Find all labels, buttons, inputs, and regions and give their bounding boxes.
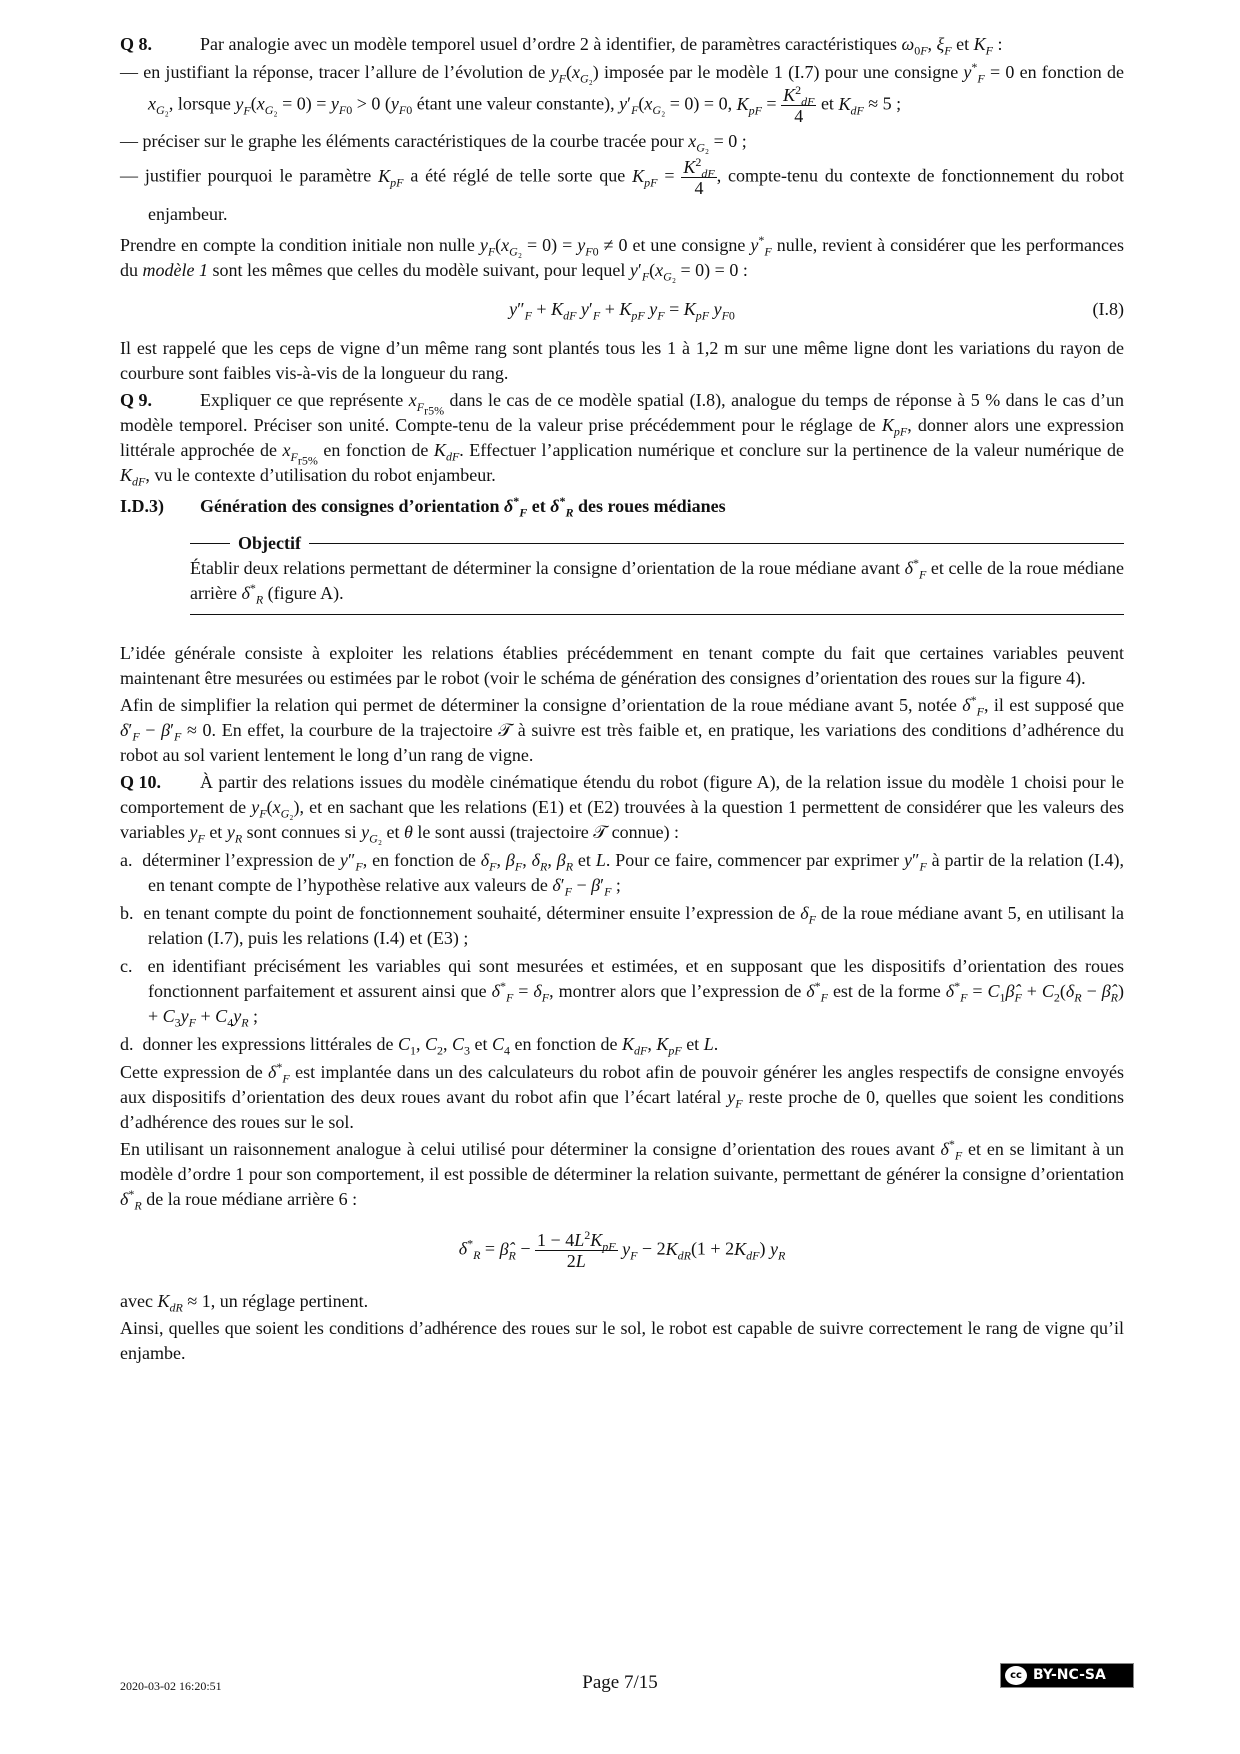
page-number: Page 7/15: [582, 1672, 658, 1693]
paragraph: Il est rappelé que les ceps de vigne d’un même rang sont plantés tous les 1 à 1,2 m sur une même ligne dont les variations du rayon de courbure sont faibles vis-à-vis de la longueur du rang.: [120, 338, 1124, 383]
list-item: b. en tenant compte du point de fonctionnement souhaité, déterminer ensuite l’expression de $\delta_F$ de la roue médiane avant 5, en utilisant la relation (I.7), puis les relations (I.4) et (E3) ;: [120, 903, 1124, 948]
list-item: d. donner les expressions littérales de $C_1$, $C_2$, $C_3$ et $C_4$ en fonction de $K_{dF}$, $K_{pF}$ et L.: [120, 1034, 719, 1058]
question-10: [120, 770, 1124, 845]
question-label: Q 9.: [120, 390, 153, 410]
divider: [309, 543, 1124, 544]
objective-box: [190, 531, 1124, 615]
cc-license-badge: [1000, 1663, 1134, 1688]
question-9: [120, 388, 1124, 488]
paragraph: Prendre en compte la condition initiale non nulle $y_F(x_{G_2} = 0) = y_{F0} \ne 0$ et une consigne $y^*_F$ nulle, revient à considérer que les performances du modèle 1 sont les mêmes que celles du modèle suivant, pour lequel $y'_F(x_{G_2} = 0) = 0$ :: [120, 233, 1124, 284]
paragraph: Cette expression de $\delta^*_F$ est implantée dans un des calculateurs du robot afin de pouvoir générer les angles respectifs de consigne envoyés aux dispositifs d’orientation des deux roues avant du robot afin que l’écart latéral $y_F$ reste proche de 0, quelles que soient les conditions d’adhérence des roues sur le sol.: [120, 1060, 1124, 1132]
section-number: I.D.3): [120, 496, 164, 516]
list-item: c. en identifiant précisément les variables qui sont mesurées et estimées, et en supposant que les dispositifs d’orientation des roues fonctionnent parfaitement et assurent ainsi que $\delta^*_F = \delta_F$, montrer alors que l’expression de $\delta^*_F$ est de la forme $\delta^*_F$ = $C_1\betâ_F + C_2(\delta_R$ − $\betâ_R) + C_3y_F + C_4y_R$ ;: [120, 956, 1124, 1030]
divider: [190, 614, 1124, 615]
question-text: Par analogie avec un modèle temporel usuel d’ordre 2 à identifier, de paramètres caractéristiques $\omega_{0F}$, $\xi_F$ et $K_F$ :: [200, 34, 1003, 58]
list-item: a. déterminer l’expression de $y''_F$, en fonction de $\delta_F$, $\beta_F$, $\delta_R$, $\beta_R$ et L. Pour ce faire, commencer par exprimer $y''_F$ à partir de la relation (I.4), en tenant compte de l’hypothèse relative aux valeurs de $\delta'_F - \beta'_F$ ;: [120, 850, 1125, 899]
section-title: Génération des consignes d’orientation $\delta^*_F$ et $\delta^*_R$ des roues médianes: [200, 494, 726, 520]
bullet-item: — préciser sur le graphe les éléments caractéristiques de la courbe tracée pour $x_{G_2} = 0$ ;: [120, 131, 747, 155]
question-label: Q 8.: [120, 34, 153, 54]
equation-number: (I.8): [1092, 299, 1124, 319]
bullet-item: — justifier pourquoi le paramètre $K_{pF}$ a été réglé de telle sorte que $K_{pF}$ = $\frac{K^2_{dF}}{4}$ , compte-tenu du contexte de fonctionnement du robot enjambeur.: [120, 155, 1124, 224]
cc-icon: cc: [1005, 1666, 1027, 1685]
equation-delta-r: $\delta^*_R$ = $\betâ_R$ − $\frac{1 - 4L^2K_{pF}}{2L}$ $y_F - 2K_{dR}(1 + 2K_{dF})$ $y_R$: [458, 1228, 786, 1271]
page-content: [120, 32, 1124, 1368]
question-label: Q 10.: [120, 772, 162, 792]
bullet-item: — en justifiant la réponse, tracer l’allure de l’évolution de $y_F(x_{G_2})$ imposée par le modèle 1 (I.7) pour une consigne $y^*_F = 0$ en fonction de $x_{G_2}$, lorsque $y_F(x_{G_2} = 0) = y_{F0} > 0$ ($y_{F0}$ étant une valeur constante), $y'_F(x_{G_2} = 0) = 0$, $K_{pF}$ = $\frac{K^2_{dF}}{4}$ et $K_{dF} \approx 5$ ;: [120, 60, 1124, 126]
objective-text: Établir deux relations permettant de déterminer la consigne d’orientation de la roue médiane avant $\delta^*_F$ et celle de la roue médiane arrière $\delta^*_R$ (figure A).: [190, 556, 1124, 607]
objective-label: Objectif: [238, 533, 301, 553]
question-text: Expliquer ce que représente $x_{F_{r5\%}}$ dans le cas de ce modèle spatial (I.8), analogue du temps de réponse à 5 % dans le cas d’un modèle temporel. Préciser son unité. Compte-tenu de la valeur prise précédemment pour le réglage de $K_{pF}$, donner alors une expression littérale approchée de $x_{F_{r5\%}}$ en fonction de $K_{dF}$. Effectuer l’application numérique et conclure sur la pertinence de la valeur numérique de $K_{dF}$, vu le contexte d’utilisation du robot enjambeur.: [120, 390, 1125, 489]
paragraph: Afin de simplifier la relation qui permet de déterminer la consigne d’orientation de la roue médiane avant 5, notée $\delta^*_F$, il est supposé que $\delta'_F - \beta'_F \approx 0$. En effet, la courbure de la trajectoire 𝒯 à suivre est très faible et, en pratique, les variations des conditions d’adhérence du robot au sol varient lentement le long d’un rang de vigne.: [120, 693, 1125, 765]
divider: [190, 543, 230, 544]
question-8: [120, 32, 1124, 57]
section-heading: [120, 494, 1124, 519]
equation-i8: [120, 297, 1124, 322]
paragraph: En utilisant un raisonnement analogue à celui utilisé pour déterminer la consigne d’orientation des roues avant $\delta^*_F$ et en se limitant à un modèle d’ordre 1 pour son comportement, il est possible de déterminer la relation suivante, permettant de générer la consigne d’orientation $\delta^*_R$ de la roue médiane arrière 6 :: [120, 1137, 1124, 1213]
footer-timestamp: 2020-03-02 16:20:51: [120, 1679, 222, 1693]
paragraph: avec $K_{dR} \approx 1$, un réglage pertinent.: [120, 1291, 369, 1315]
equation-expr: $y''_F + K_{dF}$ $y'_F + K_{pF}$ $y_F = K_{pF}$ $y_{F0}$: [509, 299, 735, 323]
paragraph: L’idée générale consiste à exploiter les relations établies précédemment en tenant compte du fait que certaines variables peuvent maintenant être mesurées ou estimées par le robot (voir le schéma de génération des consignes d’orientation des roues sur la figure 4).: [120, 643, 1124, 688]
paragraph: Ainsi, quelles que soient les conditions d’adhérence des roues sur le sol, le robot est capable de suivre correctement le rang de vigne qu’il enjambe.: [120, 1318, 1124, 1363]
license-label: BY-NC-SA: [1033, 1667, 1106, 1683]
question-text: À partir des relations issues du modèle cinématique étendu du robot (figure A), de la relation issue du modèle 1 choisi pour le comportement de $y_F(x_{G_2})$, et en sachant que les relations (E1) et (E2) trouvées à la question 1 permettent de considérer que les valeurs des variables $y_F$ et $y_R$ sont connues si $y_{G_2}$ et θ le sont aussi (trajectoire 𝒯 connue) :: [120, 772, 1124, 846]
